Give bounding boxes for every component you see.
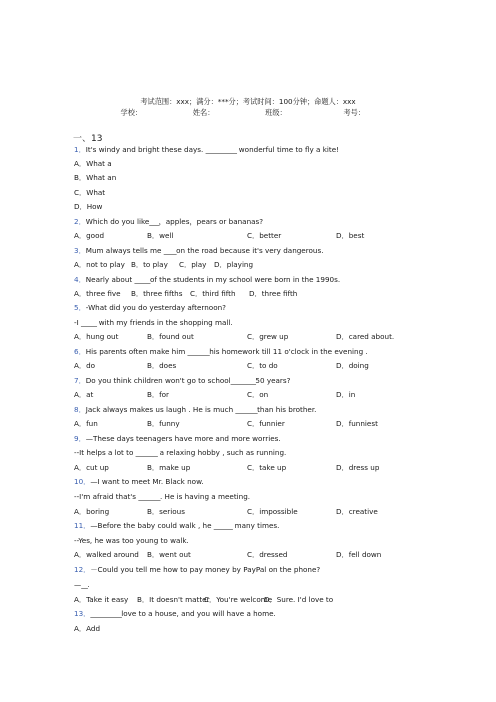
answer-option[interactable]: B．funny — [147, 419, 180, 428]
answer-option[interactable]: D．cared about. — [336, 332, 395, 341]
question-text: -I — [74, 318, 81, 327]
question-text: 50 years? — [255, 376, 291, 385]
answer-option[interactable]: C．on — [247, 390, 269, 399]
question-text: It's windy and bright these days. — [85, 145, 206, 154]
question-stem — [74, 303, 226, 312]
question-stem-continued — [74, 580, 90, 589]
question-text: . He is having a meeting. — [159, 492, 251, 501]
answer-option[interactable]: A．cut up — [74, 463, 109, 472]
question-text: his homework till 11 o'clock in the evening . — [209, 347, 368, 356]
section-title: 一、13 — [73, 134, 103, 144]
answer-option[interactable]: A．good — [74, 231, 105, 240]
answer-option[interactable]: D．in — [336, 390, 356, 399]
question-stem-continued — [74, 536, 189, 545]
question-stem — [74, 609, 276, 618]
question-number: 13． — [74, 609, 91, 618]
answer-option[interactable]: A．hung out — [74, 332, 119, 341]
answer-option[interactable]: D．dress up — [336, 463, 380, 472]
question-stem — [74, 145, 339, 154]
answer-option[interactable]: A．boring — [74, 507, 110, 516]
question-number: 9． — [74, 434, 86, 443]
student-info-line — [0, 108, 496, 118]
number-field-label: 考号： — [343, 108, 366, 117]
answer-blank: _______ — [135, 448, 158, 457]
question-number: 7． — [74, 376, 86, 385]
question-stem — [74, 275, 340, 284]
question-number: 11． — [74, 521, 91, 530]
answer-blank: __ — [81, 580, 88, 589]
question-text: Mum always tells me — [85, 246, 164, 255]
question-number: 4． — [74, 275, 86, 284]
answer-option[interactable]: D．best — [336, 231, 365, 240]
question-stem — [74, 376, 290, 385]
answer-option[interactable]: A．at — [74, 390, 94, 399]
answer-option[interactable]: B．make up — [147, 463, 191, 472]
answer-blank: ________ — [230, 376, 256, 385]
answer-blank: _____ — [81, 318, 97, 327]
question-text: ，apples，pears or bananas? — [158, 217, 264, 226]
answer-option[interactable]: A．do — [74, 361, 96, 370]
answer-option[interactable]: A．walked around — [74, 550, 139, 559]
question-text: Nearly about — [85, 275, 135, 284]
class-field-label: 班级： — [265, 108, 287, 117]
question-stem — [74, 434, 281, 443]
answer-option[interactable]: C．grew up — [247, 332, 289, 341]
name-field-label: 姓名： — [192, 108, 215, 117]
question-number: 2． — [74, 217, 86, 226]
question-text: — — [74, 580, 82, 589]
answer-option[interactable]: B．It doesn't matter — [137, 595, 210, 604]
answer-option[interactable]: B．well — [147, 231, 174, 240]
answer-option[interactable]: A．What a — [74, 159, 112, 168]
question-text: —I want to meet Mr. Black now. — [90, 477, 204, 486]
question-text: love to a house, and you will have a home. — [121, 609, 276, 618]
question-text: wonderful time to fly a kite! — [236, 145, 339, 154]
question-number: 1． — [74, 145, 86, 154]
answer-option[interactable]: C．You're welcome — [204, 595, 273, 604]
exam-info-line: 考试范围：xxx；满分：***分；考试时间：100分钟；命题人：xxx — [140, 97, 356, 106]
answer-option[interactable]: B．went out — [147, 550, 191, 559]
answer-option[interactable]: D．funniest — [336, 419, 378, 428]
question-number: 5． — [74, 303, 86, 312]
answer-option[interactable]: B．found out — [147, 332, 194, 341]
question-text: a relaxing hobby , such as running. — [157, 448, 287, 457]
answer-option[interactable]: B．does — [147, 361, 177, 370]
answer-blank: _______ — [138, 492, 160, 501]
answer-option[interactable]: B．serious — [147, 507, 185, 516]
answer-option[interactable]: D．fell down — [336, 550, 382, 559]
question-text: Which do you like — [85, 217, 150, 226]
answer-option[interactable]: B．to play — [131, 260, 168, 269]
question-text: —Before the baby could walk , he — [90, 521, 214, 530]
question-text: —These days teenagers have more and more worries. — [85, 434, 281, 443]
answer-option[interactable]: C．impossible — [247, 507, 298, 516]
answer-blank: _______ — [187, 347, 210, 356]
question-text: . — [87, 580, 90, 589]
answer-option[interactable]: A．not to play — [74, 260, 125, 269]
answer-option[interactable]: C．third fifth — [190, 289, 236, 298]
answer-blank: ____ — [163, 246, 177, 255]
question-number: 6． — [74, 347, 86, 356]
question-stem-continued — [74, 492, 250, 501]
question-stem — [74, 521, 279, 530]
answer-blank: ___ — [149, 217, 159, 226]
answer-option[interactable]: D．creative — [336, 507, 378, 516]
answer-option[interactable]: C．funnier — [247, 419, 285, 428]
answer-option[interactable]: B．What an — [74, 173, 117, 182]
answer-option[interactable]: D．Sure. I'd love to — [264, 595, 334, 604]
answer-blank: _____ — [134, 275, 150, 284]
answer-blank: __________ — [90, 609, 122, 618]
question-stem — [74, 347, 368, 356]
answer-option[interactable]: C．better — [247, 231, 282, 240]
question-text: --It helps a lot to — [74, 448, 136, 457]
question-text: many times. — [232, 521, 280, 530]
question-number: 10． — [74, 477, 91, 486]
answer-option[interactable]: C．play — [179, 260, 207, 269]
answer-option[interactable]: A．three five — [74, 289, 121, 298]
answer-option[interactable]: B．for — [147, 390, 170, 399]
question-text: His parents often make him — [85, 347, 188, 356]
question-stem — [74, 217, 263, 226]
question-stem — [74, 565, 320, 574]
answer-option[interactable]: A．Add — [74, 624, 101, 633]
question-text: －Could you tell me how to pay money by PayPal on the phone? — [90, 565, 321, 574]
question-number: 3． — [74, 246, 86, 255]
school-field-label: 学校： — [120, 108, 143, 117]
question-stem — [74, 405, 316, 414]
question-text: --Yes, he was too young to walk. — [74, 536, 189, 545]
question-text: with my friends in the shopping mall. — [96, 318, 233, 327]
answer-option[interactable]: A．Take it easy — [74, 595, 129, 604]
answer-option[interactable]: C．What — [74, 188, 106, 197]
question-text: -What did you do yesterday afternoon? — [85, 303, 226, 312]
answer-option[interactable]: C．to do — [247, 361, 278, 370]
question-text: of the students in my school were born in the 1990s. — [149, 275, 341, 284]
question-stem-continued — [74, 448, 286, 457]
answer-blank: __________ — [205, 145, 237, 154]
question-stem-continued — [74, 318, 233, 327]
answer-option[interactable]: D．playing — [214, 260, 254, 269]
answer-option[interactable]: B．three fifths — [131, 289, 183, 298]
question-text: Jack always makes us laugh . He is much — [85, 405, 236, 414]
answer-option[interactable]: D．three fifth — [249, 289, 298, 298]
answer-option[interactable]: D．doing — [336, 361, 369, 370]
question-text: --I'm afraid that's — [74, 492, 139, 501]
answer-option[interactable]: C．take up — [247, 463, 287, 472]
answer-option[interactable]: C．dressed — [247, 550, 288, 559]
answer-option[interactable]: A．fun — [74, 419, 98, 428]
question-number: 12． — [74, 565, 91, 574]
question-stem — [74, 246, 324, 255]
answer-option[interactable]: D．How — [74, 202, 103, 211]
question-text: than his brother. — [257, 405, 317, 414]
question-text: Do you think children won't go to school — [85, 376, 231, 385]
question-number: 8． — [74, 405, 86, 414]
question-text: on the road because it's very dangerous. — [176, 246, 324, 255]
answer-blank: ______ — [213, 521, 233, 530]
question-stem — [74, 477, 204, 486]
answer-blank: _______ — [235, 405, 258, 414]
